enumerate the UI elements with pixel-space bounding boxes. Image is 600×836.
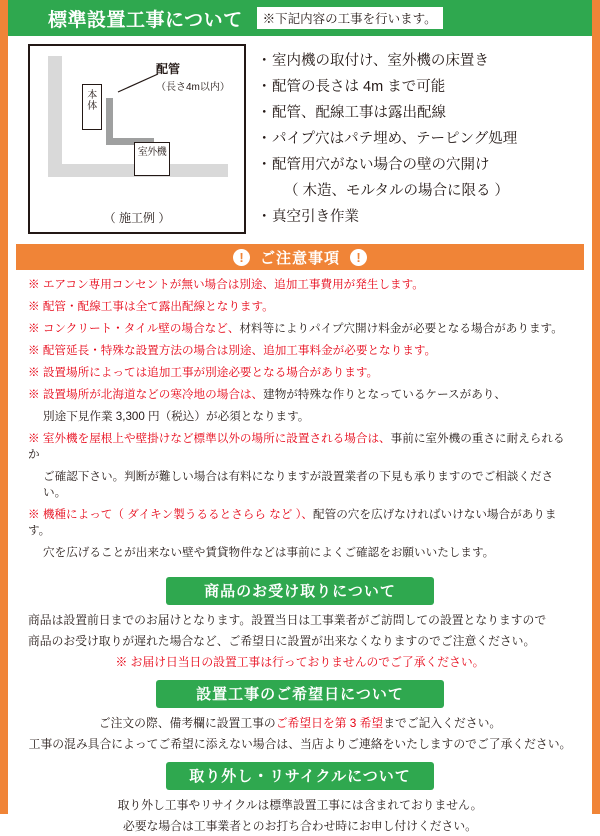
- installation-diagram: [28, 44, 246, 234]
- caution-item: [28, 469, 572, 501]
- caution-banner: [16, 244, 584, 270]
- diagram-pipe-length-label: （長さ4m以内）: [156, 82, 230, 93]
- section-heading: 取り外し・リサイクルについて: [166, 762, 434, 790]
- caution-item-text: 穴を広げることが出来ない壁や賃貸物件などは事前によくご確認をお願いいたします。: [43, 546, 495, 559]
- caution-item-text: 建物が特殊な作りとなっているケースがあり、: [263, 388, 506, 401]
- info-section: [16, 762, 584, 836]
- section-paragraph-text: 商品は設置前日までのお届けとなります。設置当日は工事業者がご訪問しての設置となりますので: [28, 613, 547, 627]
- info-sections: [16, 577, 584, 836]
- section-paragraph: [16, 714, 584, 733]
- section-paragraph-text: ご希望日を第 3 希望: [275, 716, 384, 730]
- installation-overview: [16, 36, 584, 238]
- exclamation-icon-left: !: [233, 249, 250, 266]
- section-paragraph: [16, 796, 584, 815]
- caution-list: [16, 270, 584, 571]
- work-item: （ 木造、モルタルの場合に限る ）: [284, 183, 509, 199]
- caution-heading: ご注意事項: [259, 249, 340, 267]
- caution-item-text: ※ コンクリート・タイル壁の場合など、: [28, 322, 240, 335]
- caution-item: [28, 545, 572, 561]
- caution-item: [28, 277, 572, 293]
- work-items-ul: [260, 48, 580, 230]
- caution-item: [28, 431, 572, 463]
- section-paragraph-text: ※ お届け日当日の設置工事は行っておりませんのでご了承ください。: [115, 655, 485, 669]
- section-paragraph-text: ご注文の際、備考欄に設置工事の: [98, 716, 276, 730]
- page-title: 標準設置工事について: [48, 9, 243, 31]
- work-item: ・ 真空引き作業: [260, 204, 580, 230]
- page-content: [8, 36, 592, 836]
- caution-item-text: ※ 設置場所によっては追加工事が別途必要となる場合があります。: [28, 366, 379, 379]
- page-header: [8, 0, 592, 36]
- work-item: ・ 配管の長さは 4m まで可能: [260, 74, 580, 100]
- diagram-caption: （ 施工例 ）: [103, 211, 171, 225]
- work-item: ・ 配管、配線工事は露出配線: [260, 100, 580, 126]
- section-paragraph: [16, 611, 584, 630]
- section-paragraph-text: までご記入ください。: [383, 716, 502, 730]
- section-heading: 商品のお受け取りについて: [166, 577, 434, 605]
- section-paragraph-text: 必要な場合は工事業者とのお打ち合わせ時にお申し付けください。: [123, 819, 477, 833]
- diagram-pipe-vertical: [106, 98, 113, 142]
- diagram-wall-vertical: [48, 56, 62, 176]
- info-section: [16, 577, 584, 672]
- caution-item-text: 材料等によりパイプ穴開け料金が必要となる場合があります。: [239, 322, 563, 335]
- caution-item-text: ※ エアコン専用コンセントが無い場合は別途、追加工事費用が発生します。: [28, 278, 424, 291]
- caution-item-text: ※ 機種によって（ ダイキン製うるるとさらら など ）、: [28, 508, 313, 521]
- exclamation-icon-right: !: [350, 249, 367, 266]
- caution-item-text: 配管の穴を広げなければいけない場合があります。: [28, 508, 557, 537]
- caution-item-text: ※ 室外機を屋根上や壁掛けなど標準以外の場所に設置される場合は、: [28, 432, 391, 445]
- caution-item: [28, 299, 572, 315]
- caution-item-text: ※ 設置場所が北海道などの寒冷地の場合は、: [28, 388, 264, 401]
- section-paragraph: [16, 632, 584, 651]
- diagram-leader-line: [116, 72, 160, 94]
- section-heading: 設置工事のご希望日について: [156, 680, 444, 708]
- section-paragraph: [16, 653, 584, 672]
- caution-item-text: 別途下見作業 3,300 円（税込）が必須となります。: [43, 410, 310, 423]
- header-note: ※下記内容の工事を行います。: [257, 7, 443, 29]
- caution-item-text: ※ 配管延長・特殊な設置方法の場合は別途、追加工事料金が必要となります。: [28, 344, 437, 357]
- work-item: ・ パイプ穴はパテ埋め、テーピング処理: [260, 126, 580, 152]
- diagram-outdoor-unit: 室外機: [134, 142, 170, 176]
- info-section: [16, 680, 584, 754]
- caution-item: [28, 343, 572, 359]
- caution-item: [28, 387, 572, 403]
- caution-item-text: 事前に室外機の重さに耐えられるか: [28, 432, 565, 461]
- caution-item: [28, 507, 572, 539]
- diagram-pipe-label: 配管: [156, 62, 181, 76]
- section-paragraph-text: 工事の混み具合によってご希望に添えない場合は、当店よりご連絡をいたしますのでご了承ください。: [28, 737, 572, 751]
- section-paragraph: [16, 735, 584, 754]
- diagram-indoor-unit: 本体: [82, 84, 102, 130]
- caution-item-text: ご確認下さい。判断が難しい場合は有料になりますが設置業者の下見も承りますのでご相談ください。: [43, 470, 554, 499]
- caution-item: [28, 409, 572, 425]
- section-paragraph-text: 商品のお受け取りが遅れた場合など、ご希望日に設置が出来なくなりますのでご注意ください。: [28, 634, 536, 648]
- caution-item-text: ※ 配管・配線工事は全て露出配線となります。: [28, 300, 274, 313]
- work-items-list: [246, 44, 580, 234]
- caution-item: [28, 321, 572, 337]
- work-item: ・ 配管用穴がない場合の壁の穴開け: [260, 152, 580, 178]
- section-paragraph: [16, 817, 584, 836]
- work-item: ・ 室内機の取付け、室外機の床置き: [260, 48, 580, 74]
- caution-item: [28, 365, 572, 381]
- section-paragraph-text: 取り外し工事やリサイクルは標準設置工事には含まれておりません。: [117, 798, 483, 812]
